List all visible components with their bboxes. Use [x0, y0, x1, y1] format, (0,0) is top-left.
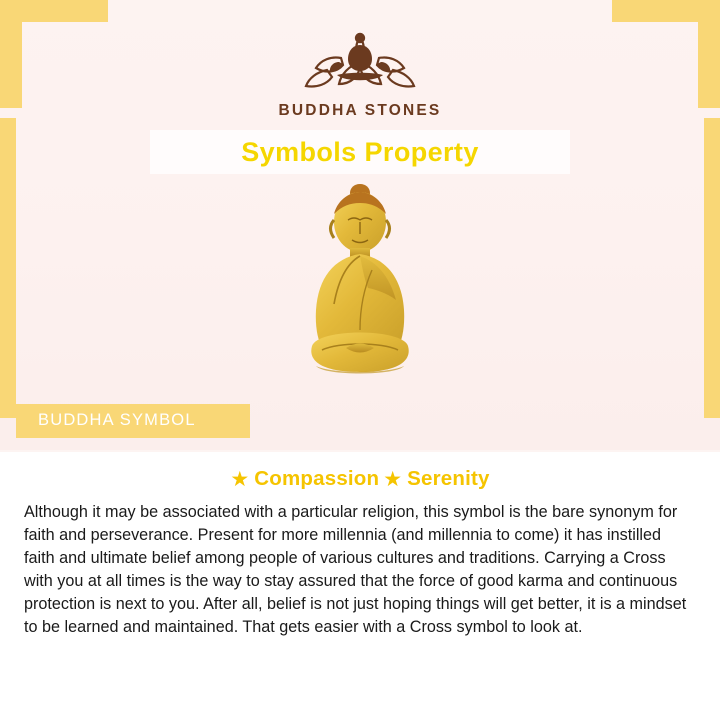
brand-logo — [0, 22, 720, 120]
attribute-compassion — [230, 467, 379, 491]
corner-accent-top-right-horizontal — [612, 0, 720, 22]
title-banner — [150, 130, 570, 174]
buddha-symbol-tag — [16, 404, 250, 438]
attribute-serenity — [383, 467, 489, 491]
buddha-symbol-tag-label: BUDDHA SYMBOL — [38, 411, 196, 429]
star-icon: ★ — [383, 467, 403, 491]
buddha-figure — [0, 178, 720, 408]
page-title: Symbols Property — [241, 136, 479, 167]
lotus-meditation-icon — [275, 22, 445, 94]
attribute-headings — [0, 467, 720, 491]
seated-buddha-statue-icon — [260, 178, 460, 403]
attribute-serenity-label: Serenity — [407, 467, 490, 490]
brand-name: BUDDHA STONES — [278, 102, 442, 119]
star-icon: ★ — [230, 467, 250, 491]
attribute-compassion-label: Compassion — [254, 467, 380, 490]
description-paragraph: Although it may be associated with a particular religion, this symbol is the bare synonym for faith and perseverance. Present for more millennia (and millennia to come) it has instilled faith and ultimate belief among people of various cultures and traditions. Carrying a Cross with you at all times is the way to stay assured that the force of good karma and continuous protection is next to you. After all, belief is not just hoping things will get better, it is a mindset to be learned and maintained. That gets easier with a Cross symbol to look at. — [24, 503, 687, 636]
description-card — [0, 452, 720, 720]
corner-accent-top-left-horizontal — [0, 0, 108, 22]
